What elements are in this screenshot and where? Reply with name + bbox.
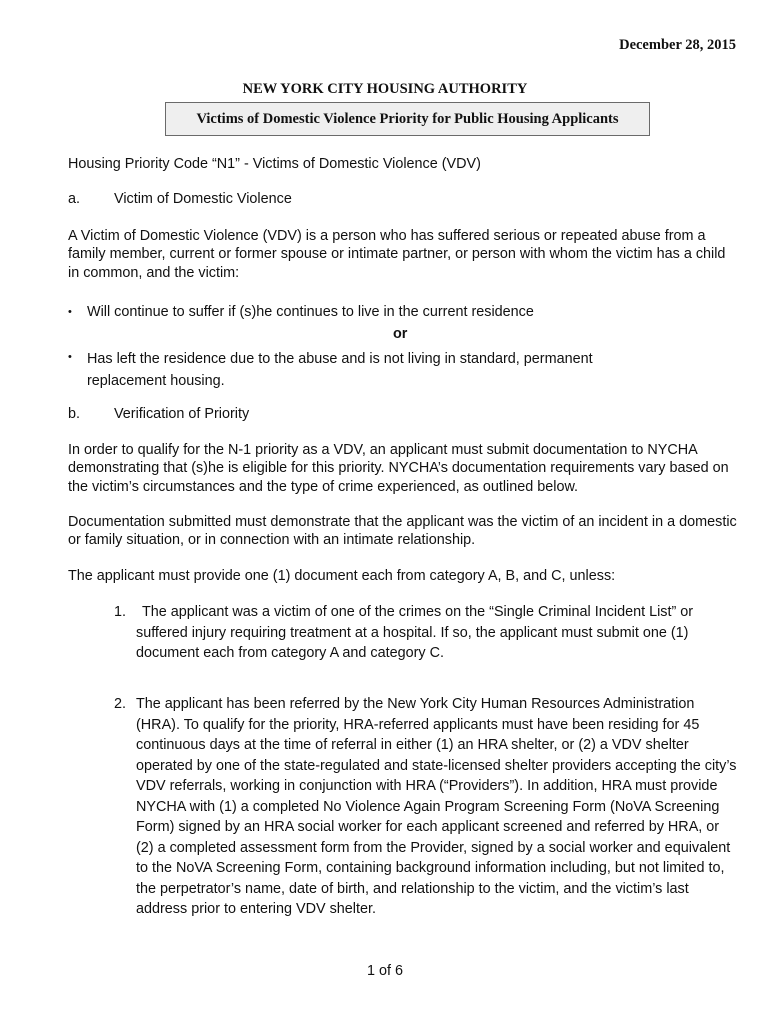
bullet-connector: or (393, 326, 408, 342)
list-item: The applicant has been referred by the New York City Human Resources Administration (HRA). To qualify for the priority, HRA-referred applicants must have been residing for 45 continuous days at the time of referral in either (1) an HRA shelter, or (2) a VDV shelter operated by one of the state-regulated and state-licensed shelter providers accepting the city’s VDV referrals, working in conjunction with HRA (“Providers”). In addition, HRA must provide NYCHA with (1) a completed No Violence Again Program Screening Form (NoVA Screening Form) signed by an HRA social worker for each applicant screened and referred by HRA, or (2) a completed assessment form from the Provider, signed by a social worker and equivalent to the NoVA Screening Form, containing background information including, but not limited to, the perpetrator’s name, date of birth, and relationship to the victim, and the victim’s last address prior to entering VDV shelter. (136, 696, 737, 917)
document-title: Victims of Domestic Violence Priority for Public Housing Applicants (196, 111, 619, 127)
priority-code-heading: Housing Priority Code “N1” - Victims of Domestic Violence (VDV) (68, 156, 481, 172)
bullet-item-1: Will continue to suffer if (s)he continues to live in the current residence (87, 304, 534, 320)
section-b-letter: b. (68, 406, 81, 422)
agency-name: NEW YORK CITY HOUSING AUTHORITY (242, 81, 528, 97)
list-item-number: 2. (114, 696, 127, 712)
bullet-icon: • (68, 306, 72, 318)
verification-paragraph-2: Documentation submitted must demonstrate that the applicant was the victim of an incident in a domestic or family situation, or in connection with an intimate relationship. (68, 514, 737, 549)
verification-paragraph-1: In order to qualify for the N-1 priority as a VDV, an applicant must submit documentation to NYCHA demonstrating that (s)he is eligible for this priority. NYCHA’s documentation requirements vary based on the victim’s circumstances and the type of crime experienced, as outlined below. (68, 442, 729, 495)
list-item-number: 1. (114, 604, 127, 620)
bullet-icon: • (68, 351, 72, 363)
section-a-heading: Victim of Domestic Violence (114, 191, 292, 207)
section-b-heading: Verification of Priority (114, 406, 250, 422)
list-item: The applicant was a victim of one of the crimes on the “Single Criminal Incident List” or suffered injury requiring treatment at a hospital. If so, the applicant must submit one (1) document each from category A and category C. (136, 604, 694, 661)
document-date: December 28, 2015 (619, 37, 736, 53)
document-title-box (165, 102, 650, 136)
vdv-definition: A Victim of Domestic Violence (VDV) is a person who has suffered serious or repeated abuse from a family member, current or former spouse or intimate partner, or person with whom the victim has a child in common, and the victim: (68, 228, 726, 281)
section-a-letter: a. (68, 191, 81, 207)
page-number: 1 of 6 (366, 963, 403, 979)
bullet-item-2: Has left the residence due to the abuse and is not living in standard, permanent replacement housing. (87, 351, 593, 389)
verification-paragraph-3: The applicant must provide one (1) document each from category A, B, and C, unless: (68, 568, 616, 584)
